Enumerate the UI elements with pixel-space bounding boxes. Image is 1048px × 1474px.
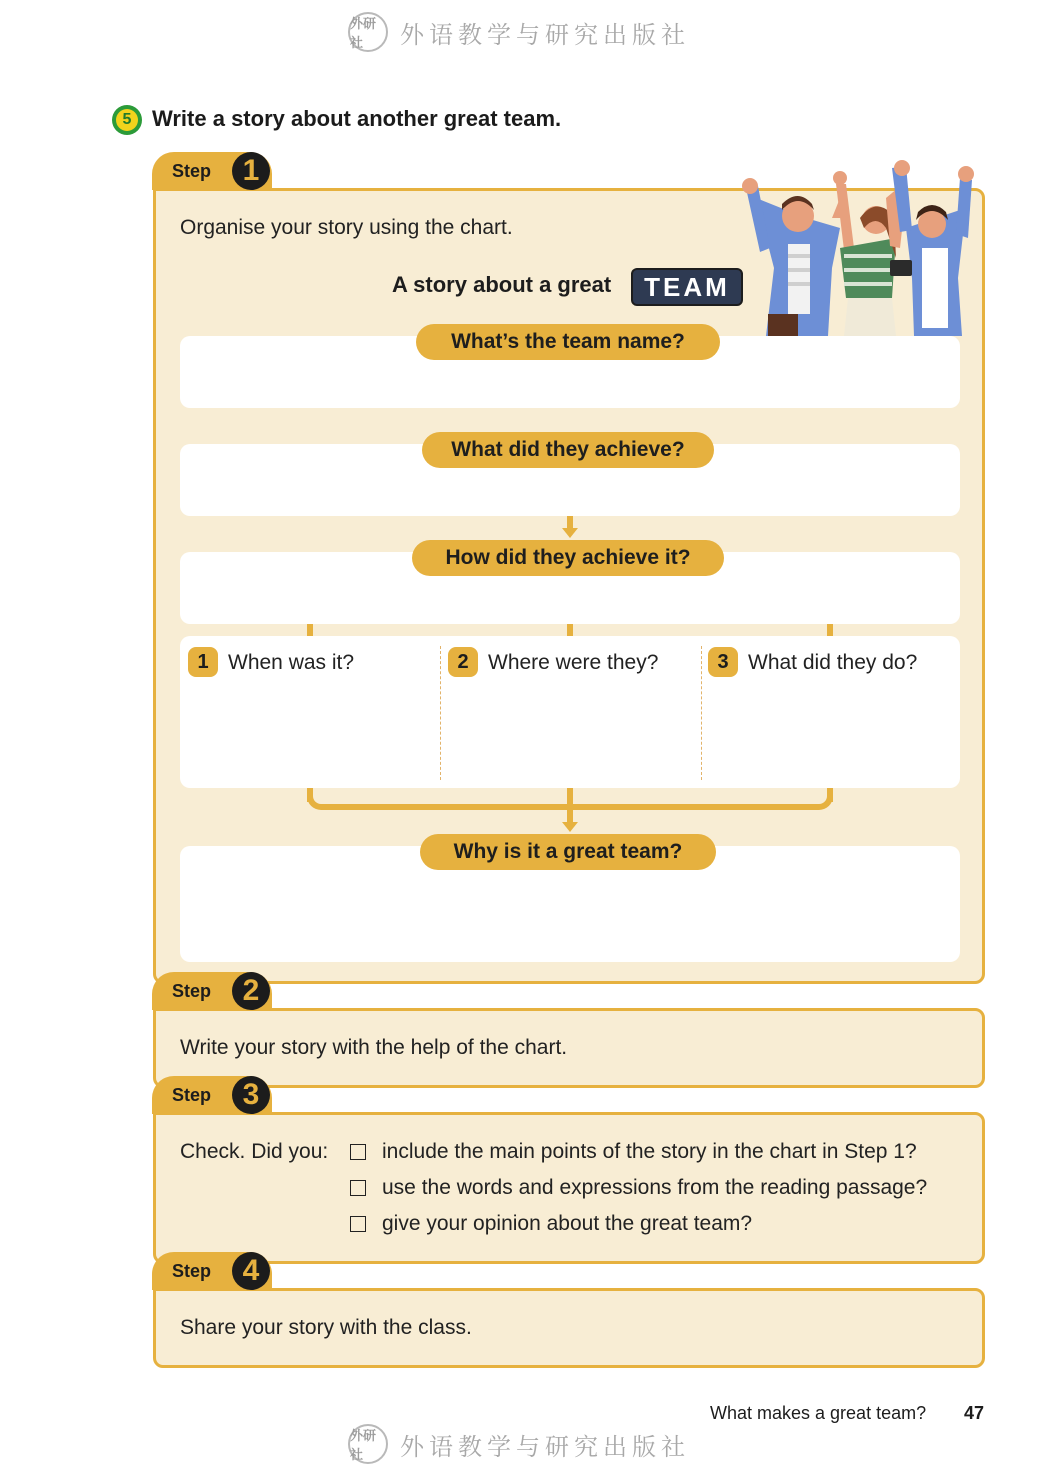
header-publisher bbox=[348, 10, 708, 54]
publisher-name: 外语教学与研究出版社 bbox=[400, 1432, 690, 1461]
sub-question-what: What did they do? bbox=[748, 651, 918, 674]
checklist-text: give your opinion about the great team? bbox=[382, 1212, 753, 1235]
step-3-tab bbox=[152, 1076, 272, 1114]
footer-publisher bbox=[348, 1422, 708, 1466]
arrow-down-icon bbox=[562, 822, 578, 832]
arrow-down-icon bbox=[562, 528, 578, 538]
step-number: 3 bbox=[232, 1076, 270, 1114]
publisher-logo-text: 外研社 bbox=[350, 17, 377, 51]
step-number: 2 bbox=[232, 972, 270, 1010]
column-divider bbox=[701, 646, 702, 780]
sub-question-when: When was it? bbox=[228, 651, 355, 674]
question-how: How did they achieve it? bbox=[412, 540, 724, 576]
step-number: 4 bbox=[232, 1252, 270, 1290]
checkbox-icon[interactable] bbox=[350, 1216, 366, 1232]
step-3-instruction: Check. Did you: bbox=[180, 1140, 329, 1163]
sub-question-number: 1 bbox=[188, 647, 218, 677]
sub-question-number: 3 bbox=[708, 647, 738, 677]
checklist-item[interactable] bbox=[350, 1140, 917, 1164]
publisher-name: 外语教学与研究出版社 bbox=[400, 20, 690, 49]
column-divider bbox=[440, 646, 441, 780]
connector-line bbox=[567, 788, 573, 822]
checklist-text: use the words and expressions from the reading passage? bbox=[382, 1176, 928, 1199]
step-2-tab bbox=[152, 972, 272, 1010]
checklist-item[interactable] bbox=[350, 1176, 927, 1200]
task-title: Write a story about another great team. bbox=[152, 106, 562, 131]
page-number: 47 bbox=[964, 1403, 985, 1423]
step-4-tab bbox=[152, 1252, 272, 1290]
task-number-badge bbox=[112, 105, 142, 135]
step-number: 1 bbox=[232, 152, 270, 190]
task-number: 5 bbox=[116, 109, 138, 131]
publisher-logo-icon bbox=[348, 12, 388, 52]
step-1-instruction: Organise your story using the chart. bbox=[180, 216, 513, 239]
question-why: Why is it a great team? bbox=[420, 834, 716, 870]
chart-title: A story about a great bbox=[392, 272, 612, 297]
step-1-tab bbox=[152, 152, 272, 190]
publisher-logo-icon bbox=[348, 1424, 388, 1464]
running-title: What makes a great team? bbox=[710, 1403, 927, 1423]
step-label: Step bbox=[172, 981, 212, 1001]
sub-question-number: 2 bbox=[448, 647, 478, 677]
step-2-instruction: Write your story with the help of the chart. bbox=[180, 1036, 568, 1059]
team-badge: TEAM bbox=[631, 268, 743, 306]
question-achievement: What did they achieve? bbox=[422, 432, 714, 468]
cheering-team-illustration bbox=[736, 158, 976, 336]
checkbox-icon[interactable] bbox=[350, 1180, 366, 1196]
question-team-name: What’s the team name? bbox=[416, 324, 720, 360]
publisher-logo-text: 外研社 bbox=[350, 1429, 377, 1463]
step-label: Step bbox=[172, 1085, 212, 1105]
checkbox-icon[interactable] bbox=[350, 1144, 366, 1160]
step-label: Step bbox=[172, 1261, 212, 1281]
sub-question-where: Where were they? bbox=[488, 651, 659, 674]
step-4-instruction: Share your story with the class. bbox=[180, 1316, 472, 1339]
checklist-item[interactable] bbox=[350, 1212, 752, 1236]
checklist-text: include the main points of the story in the chart in Step 1? bbox=[382, 1140, 917, 1163]
step-label: Step bbox=[172, 161, 212, 181]
